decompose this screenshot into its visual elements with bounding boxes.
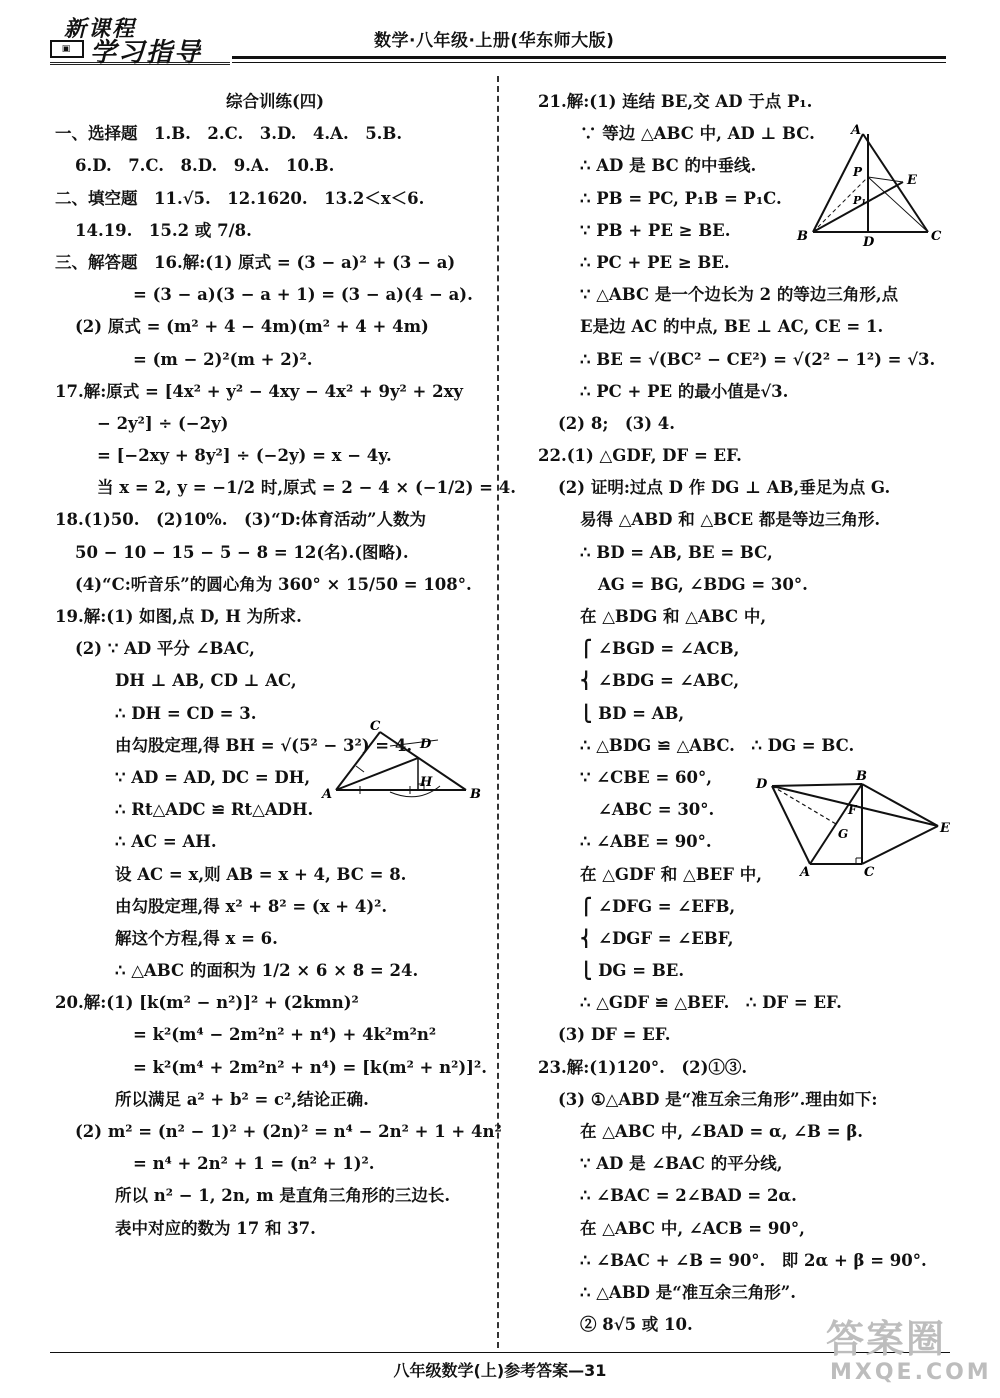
left-text-line: 6.D. 7.C. 8.D. 9.A. 10.B. xyxy=(75,156,335,176)
left-text-line: 解这个方程,得 x = 6. xyxy=(115,928,278,948)
right-text-line: ∵ ∠CBE = 60°, xyxy=(580,767,712,787)
right-text-line: ∴ △ABD 是“准互余三角形”. xyxy=(580,1282,796,1302)
right-text-line: ⎩ BD = AB, xyxy=(580,703,685,723)
right-text-line: ∵ PB + PE ≥ BE. xyxy=(580,220,731,240)
left-text-line: 一、选择题 1.B. 2.C. 3.D. 4.A. 5.B. xyxy=(55,124,403,144)
right-text-line: ∴ PB = PC, P₁B = P₁C. xyxy=(580,188,782,208)
left-text-line: 19.解:(1) 如图,点 D, H 为所求. xyxy=(55,607,302,626)
right-text-line: (2) 证明:过点 D 作 DG ⊥ AB,垂足为点 G. xyxy=(558,478,891,498)
figure-19 xyxy=(320,720,490,802)
right-text-line: ⎧ ∠BGD = ∠ACB, xyxy=(580,639,740,659)
header-rule-thin xyxy=(232,62,946,63)
right-text-line: ∴ △GDF ≌ △BEF. ∴ DF = EF. xyxy=(580,993,842,1013)
right-text-line: ∴ ∠BAC + ∠B = 90°. 即 2α + β = 90°. xyxy=(580,1250,927,1270)
fig21-label-d: D xyxy=(863,235,875,250)
page-header xyxy=(0,0,1000,72)
fig19-label-h: H xyxy=(420,775,433,790)
right-text-line: ∵ 等边 △ABC 中, AD ⊥ BC. xyxy=(580,124,815,144)
left-text-line: = (m − 2)²(m + 2)². xyxy=(133,349,313,369)
right-text-line: (2) 8; (3) 4. xyxy=(558,413,675,433)
left-text-line: = n⁴ + 2n² + 1 = (n² + 1)². xyxy=(133,1154,375,1174)
right-text-line: 在 △BDG 和 △ABC 中, xyxy=(580,607,767,626)
right-text-line: (3) ①△ABD 是“准互余三角形”.理由如下: xyxy=(558,1089,878,1109)
left-text-line: (4)“C:听音乐”的圆心角为 360° × 15/50 = 108°. xyxy=(75,574,472,594)
right-text-line: ∵ △ABC 是一个边长为 2 的等边三角形,点 xyxy=(580,285,899,305)
left-text-line: 三、解答题 16.解:(1) 原式 = (3 − a)² + (3 − a) xyxy=(55,252,456,272)
right-text-line: 23.解:(1)120°. (2)①③. xyxy=(538,1057,748,1077)
fig22-label-g: G xyxy=(838,827,849,841)
fig19-label-b: B xyxy=(470,787,481,802)
right-text-line: 在 △ABC 中, ∠ACB = 90°, xyxy=(580,1218,805,1238)
fig22-label-b: B xyxy=(856,769,867,784)
left-text-line: = k²(m⁴ − 2m²n² + n⁴) + 4k²m²n² xyxy=(133,1025,437,1045)
left-text-line: DH ⊥ AB, CD ⊥ AC, xyxy=(115,671,297,691)
left-text-line: ∴ DH = CD = 3. xyxy=(115,703,257,723)
right-text-line: ⎨ ∠BDG = ∠ABC, xyxy=(580,671,740,691)
left-text-line: = [−2xy + 8y²] ÷ (−2y) = x − 4y. xyxy=(97,446,392,466)
right-text-line: ② 8√5 或 10. xyxy=(580,1315,693,1335)
fig21-label-c: C xyxy=(931,229,942,244)
watermark-line2: MXQE.COM xyxy=(830,1360,992,1385)
logo-line1: 新课程 xyxy=(64,16,137,42)
right-text-line: E是边 AC 的中点, BE ⊥ AC, CE = 1. xyxy=(580,317,884,337)
left-text-line: 所以满足 a² + b² = c²,结论正确. xyxy=(115,1089,369,1109)
left-text-line: 所以 n² − 1, 2n, m 是直角三角形的三边长. xyxy=(115,1186,451,1206)
left-text-line: = (3 − a)(3 − a + 1) = (3 − a)(4 − a). xyxy=(133,285,473,305)
right-text-line: (3) DF = EF. xyxy=(558,1025,671,1045)
left-text-line: ∵ AD = AD, DC = DH, xyxy=(115,767,311,787)
right-column xyxy=(538,86,958,1341)
right-text-line: ⎩ DG = BE. xyxy=(580,961,685,981)
right-text-line: 易得 △ABD 和 △BCE 都是等边三角形. xyxy=(580,510,881,530)
right-text-line: 21.解:(1) 连结 BE,交 AD 于点 P₁. xyxy=(538,92,813,111)
watermark-line1: 答案圈 xyxy=(826,1317,947,1361)
figure-22 xyxy=(752,766,957,880)
left-text-line: (2) 原式 = (m² + 4 − 4m)(m² + 4 + 4m) xyxy=(75,317,429,337)
left-text-line: 50 − 10 − 15 − 5 − 8 = 12(名).(图略). xyxy=(75,542,409,562)
right-text-line: ∴ ∠BAC = 2∠BAD = 2α. xyxy=(580,1186,797,1206)
left-text-line: 17.解:原式 = [4x² + y² − 4xy − 4x² + 9y² + 2xy xyxy=(55,381,463,401)
left-text-line: ∴ AC = AH. xyxy=(115,832,217,852)
right-text-line: ∴ AD 是 BC 的中垂线. xyxy=(580,156,757,176)
fig22-label-a: A xyxy=(800,865,811,880)
fig22-label-f: F xyxy=(848,803,857,817)
left-text-line: 设 AC = x,则 AB = x + 4, BC = 8. xyxy=(115,864,407,884)
figure-21 xyxy=(793,122,948,250)
header-title: 数学·八年级·上册(华东师大版) xyxy=(374,31,615,51)
fig22-label-c: C xyxy=(864,865,875,880)
right-text-line: ∴ △BDG ≌ △ABC. ∴ DG = BC. xyxy=(580,735,855,755)
right-text-line: ⎨ ∠DGF = ∠EBF, xyxy=(580,928,734,948)
fig21-label-a: A xyxy=(851,123,862,138)
right-text-line: ∠ABC = 30°. xyxy=(598,800,715,820)
left-text-line: 二、填空题 11.√5. 12.1620. 13.2＜x＜6. xyxy=(55,188,425,208)
right-text-line: ⎧ ∠DFG = ∠EFB, xyxy=(580,896,736,916)
right-text-line: ∵ AD 是 ∠BAC 的平分线, xyxy=(580,1154,783,1174)
left-text-line: 14.19. 15.2 或 7/8. xyxy=(75,220,252,240)
left-text-line: 由勾股定理,得 x² + 8² = (x + 4)². xyxy=(115,896,388,916)
fig19-label-d: D xyxy=(420,737,432,752)
left-text-line: 当 x = 2, y = −1/2 时,原式 = 2 − 4 × (−1/2) = 4. xyxy=(97,478,516,498)
left-text-line: ∴ Rt△ADC ≌ Rt△ADH. xyxy=(115,800,314,820)
logo-mark-icon: ▣ xyxy=(50,40,84,58)
fig21-label-p1: P₁ xyxy=(853,194,867,207)
header-rule xyxy=(232,56,946,59)
left-text-line: 18.(1)50. (2)10%. (3)“D:体育活动”人数为 xyxy=(55,510,426,530)
left-text-line: ∴ △ABC 的面积为 1/2 × 6 × 8 = 24. xyxy=(115,961,419,981)
fig22-label-d: D xyxy=(756,777,768,792)
logo-line2: 学习指导 xyxy=(90,38,203,68)
left-text-line: 20.解:(1) [k(m² − n²)]² + (2kmn)² xyxy=(55,993,359,1013)
fig19-label-a: A xyxy=(322,787,333,802)
left-column xyxy=(55,86,516,1245)
right-text-line: ∴ ∠ABE = 90°. xyxy=(580,832,712,852)
left-text-line: 表中对应的数为 17 和 37. xyxy=(115,1218,316,1238)
right-text-line: 在 △GDF 和 △BEF 中, xyxy=(580,864,762,884)
footer-rule xyxy=(50,1352,950,1353)
fig22-label-e: E xyxy=(940,821,950,836)
fig21-label-e: E xyxy=(907,173,917,188)
left-text-line: (2) m² = (n² − 1)² + (2n)² = n⁴ − 2n² + 1 + 4n² xyxy=(75,1122,502,1141)
page-footer: 八年级数学(上)参考答案—31 xyxy=(393,1361,607,1380)
right-text-line: ∴ PC + PE 的最小值是√3. xyxy=(580,381,789,401)
right-text-line: 在 △ABC 中, ∠BAD = α, ∠B = β. xyxy=(580,1122,864,1141)
left-text-line: = k²(m⁴ + 2m²n² + n⁴) = [k(m² + n²)]². xyxy=(133,1057,487,1077)
left-text-line: (2) ∵ AD 平分 ∠BAC, xyxy=(75,639,255,659)
left-text-line: − 2y²] ÷ (−2y) xyxy=(97,413,229,433)
right-text-line: 22.(1) △GDF, DF = EF. xyxy=(538,446,742,466)
right-text-line: AG = BG, ∠BDG = 30°. xyxy=(598,574,808,594)
right-text-line: ∴ BE = √(BC² − CE²) = √(2² − 1²) = √3. xyxy=(580,349,936,369)
left-text-line: 由勾股定理,得 BH = √(5² − 3²) = 4. xyxy=(115,735,413,755)
fig21-label-b: B xyxy=(797,229,808,244)
right-text-line: ∴ PC + PE ≥ BE. xyxy=(580,252,730,272)
watermark-logo xyxy=(826,1308,992,1393)
right-text-line: ∴ BD = AB, BE = BC, xyxy=(580,542,773,562)
book-logo xyxy=(50,12,230,68)
fig19-label-c: C xyxy=(370,720,381,734)
column-divider xyxy=(497,76,499,1348)
fig21-label-p: P xyxy=(853,165,863,179)
left-text-line: 综合训练(四) xyxy=(225,92,325,111)
